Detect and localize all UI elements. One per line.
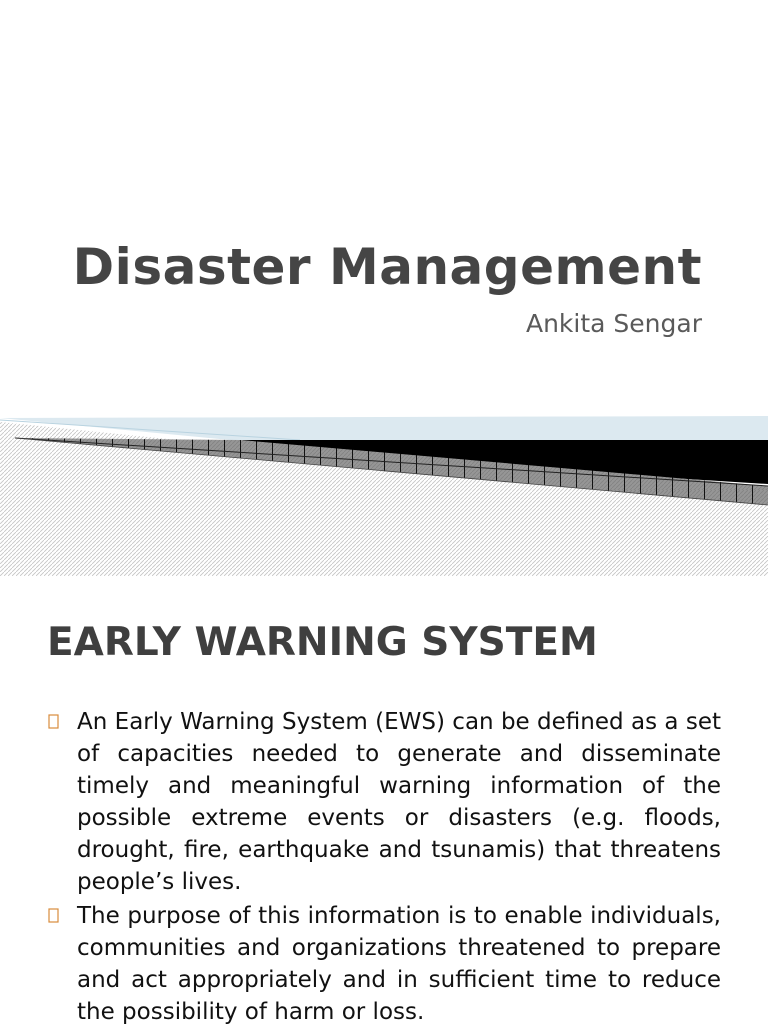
square-outline-bullet-icon	[48, 714, 59, 729]
bullet-text: An Early Warning System (EWS) can be defined as a set of capacities needed to generate and disseminate timely and meaningful warning information of the possible extreme events or disasters (e.g. floods, drought, fire, earthquake and tsunamis) that threatens people’s lives.	[77, 709, 721, 895]
slide-title: Disaster Management	[72, 238, 702, 296]
bullet-item	[48, 900, 721, 1024]
bullet-list	[48, 706, 721, 1024]
bullet-text: The purpose of this information is to enable individuals, communities and organizations threatened to prepare and act appropriately and in sufficient time to reduce the possibility of harm or loss.	[77, 903, 721, 1024]
square-outline-bullet-icon	[48, 908, 59, 923]
slide-heading: EARLY WARNING SYSTEM	[47, 620, 598, 665]
content-slide	[0, 576, 768, 1024]
bullet-item	[48, 706, 721, 898]
slide-author: Ankita Sengar	[525, 309, 702, 338]
